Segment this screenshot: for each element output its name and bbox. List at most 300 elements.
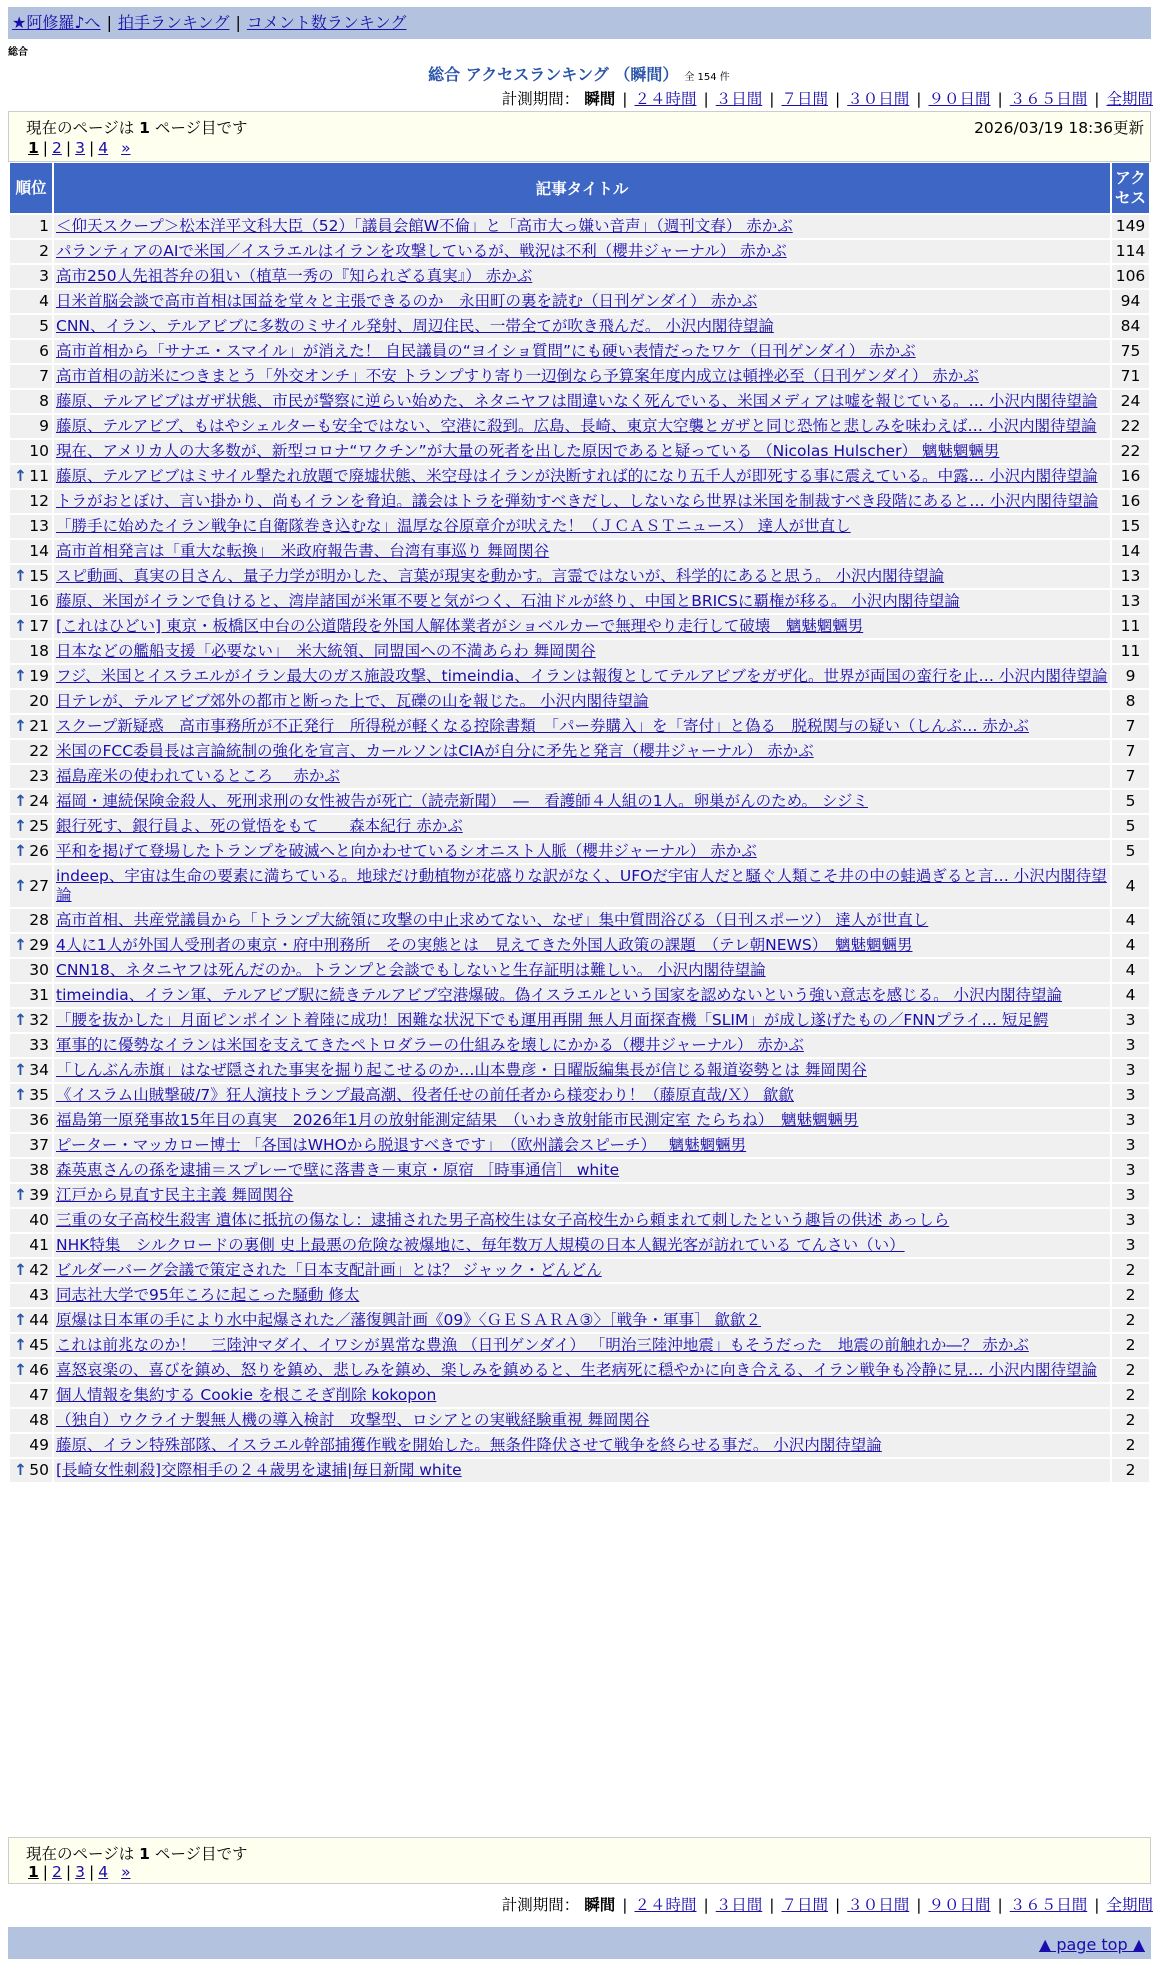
access-count: 11 (1112, 640, 1149, 663)
rank-number: 19 (29, 667, 49, 685)
table-row (10, 540, 1149, 563)
rank-up-arrow-icon: ↑ (14, 717, 27, 735)
period-30d-link[interactable]: ３０日間 (847, 1896, 910, 1914)
rank-up-arrow-icon: ↑ (14, 617, 27, 635)
table-row (10, 290, 1149, 313)
rank-cell (10, 315, 52, 338)
title-cell (54, 765, 1110, 788)
access-count: 4 (1112, 934, 1149, 957)
rank-cell (10, 1234, 52, 1257)
period-365d-link[interactable]: ３６５日間 (1009, 1896, 1088, 1914)
pager-link-4[interactable]: 4 (98, 139, 109, 157)
table-row (10, 265, 1149, 288)
article-link[interactable]: （独自）ウクライナ製無人機の導入検討 攻撃型、ロシアとの実戦経験重視 舞岡関谷 (56, 1411, 650, 1429)
rank-cell (10, 1034, 52, 1057)
access-count: 24 (1112, 390, 1149, 413)
title-cell (54, 934, 1110, 957)
rank-cell (10, 840, 52, 863)
rank-number: 35 (29, 1086, 49, 1104)
table-row (10, 984, 1149, 1007)
article-link[interactable]: 藤原、テルアビブはミサイル撃たれ放題で廃墟状態、米空母はイランが決断すれば的になり五千人が即死する事に震えている。中露… 小沢内閣待望論 (56, 467, 1098, 485)
period-365d-link[interactable]: ３６５日間 (1009, 90, 1088, 108)
access-count: 2 (1112, 1434, 1149, 1457)
table-row (10, 215, 1149, 238)
article-link[interactable]: 高市首相の訪米につきまとう「外交オンチ」不安 トランプすり寄り一辺倒なら予算案年度内成立は頓挫必至（日刊ゲンダイ） 赤かぶ (56, 367, 979, 385)
period-3d-link[interactable]: ３日間 (715, 90, 763, 108)
article-link[interactable]: 高市250人先祖荅弁の狙い（植草一秀の『知られざる真実』） 赤かぶ (56, 267, 533, 285)
access-count: 4 (1112, 984, 1149, 1007)
access-count: 94 (1112, 290, 1149, 313)
rank-cell (10, 984, 52, 1007)
access-count: 4 (1112, 865, 1149, 907)
article-link[interactable]: 銀行死す、銀行員よ、死の覚悟をもて 森本紀行 赤かぶ (56, 817, 463, 835)
table-row (10, 565, 1149, 588)
table-row (10, 415, 1149, 438)
access-count: 2 (1112, 1284, 1149, 1307)
table-row (10, 1009, 1149, 1032)
pager-current: 1 (28, 1863, 39, 1881)
period-current: 瞬間 (584, 1896, 616, 1914)
title-cell (54, 415, 1110, 438)
article-link[interactable]: パランティアのAIで米国／イスラエルはイランを攻撃しているが、戦況は不利（櫻井ジャーナル） 赤かぶ (56, 242, 787, 260)
article-link[interactable]: 個人情報を集約する Cookie を根こそぎ削除 kokopon (56, 1386, 437, 1404)
article-link[interactable]: CNN18、ネタニヤフは死んだのか。トランプと会談でもしないと生存証明は難しい。 小沢内閣待望論 (56, 961, 766, 979)
rank-up-arrow-icon: ↑ (14, 1261, 27, 1279)
article-link[interactable]: これは前兆なのか！ 三陸沖マダイ、イワシが異常な豊漁 （日刊ゲンダイ） 「明治三陸沖地震」もそうだった 地震の前触れか―？ 赤かぶ (56, 1336, 1029, 1354)
title-cell (54, 959, 1110, 982)
access-count: 106 (1112, 265, 1149, 288)
article-link[interactable]: 現在、アメリカ人の大多数が、新型コロナ“ワクチン”が大量の死者を出した原因であると疑っている （Nicolas Hulscher） 魑魅魍魎男 (56, 442, 1000, 460)
rank-number: 47 (29, 1386, 49, 1404)
title-cell (54, 1434, 1110, 1457)
article-link[interactable]: 原爆は日本軍の手により水中起爆された／藩復興計画《09》〈ＧＥＳＡＲＡ③〉［戦争・軍事］ 歙歙２ (56, 1311, 762, 1329)
article-link[interactable]: 軍事的に優勢なイランは米国を支えてきたペトロダラーの仕組みを壊しにかかる（櫻井ジャーナル） 赤かぶ (56, 1036, 804, 1054)
rank-cell (10, 240, 52, 263)
comment-ranking-link[interactable]: コメント数ランキング (246, 13, 407, 32)
table-row (10, 909, 1149, 932)
title-cell (54, 465, 1110, 488)
rank-number: 38 (29, 1161, 49, 1179)
rank-up-arrow-icon: ↑ (14, 467, 27, 485)
table-row (10, 1434, 1149, 1457)
title-cell (54, 909, 1110, 932)
rank-number: 30 (29, 961, 49, 979)
rank-number: 29 (29, 936, 49, 954)
table-row (10, 865, 1149, 907)
article-link[interactable]: 福島第一原発事故15年目の真実 2026年1月の放射能測定結果 （いわき放射能市民測定室 たらちね） 魑魅魍魎男 (56, 1111, 859, 1129)
access-count: 9 (1112, 665, 1149, 688)
period-24h-link[interactable]: ２４時間 (634, 1896, 697, 1914)
title-cell (54, 1334, 1110, 1357)
rank-number: 25 (29, 817, 49, 835)
rank-cell (10, 865, 52, 907)
rank-number: 37 (29, 1136, 49, 1154)
page-info-bottom (8, 1837, 1151, 1884)
rank-number: 9 (39, 417, 49, 435)
title-cell (54, 1259, 1110, 1282)
access-count: 3 (1112, 1234, 1149, 1257)
current-page-text: 現在のページは 1 ページ目です (26, 119, 248, 137)
access-count: 2 (1112, 1384, 1149, 1407)
rank-number: 14 (29, 542, 49, 560)
table-row (10, 1259, 1149, 1282)
period-24h-link[interactable]: ２４時間 (634, 90, 697, 108)
article-link[interactable]: スクープ新疑惑 高市事務所が不正発行 所得税が軽くなる控除書類 「パー券購入」を「寄付」と偽る 脱税関与の疑い（しんぶ… 赤かぶ (56, 717, 1029, 735)
rank-cell (10, 265, 52, 288)
rank-cell (10, 365, 52, 388)
access-count: 3 (1112, 1084, 1149, 1107)
rank-number: 17 (29, 617, 49, 635)
nav-separator: | (106, 13, 112, 32)
period-label: 計測期間： (501, 90, 580, 108)
article-link[interactable]: timeindia、イラン軍、テルアビブ駅に続きテルアビブ空港爆破。偽イスラエルという国家を認めないという強い意志を感じる。 小沢内閣待望論 (56, 986, 1063, 1004)
period-all-link[interactable]: 全期間 (1106, 1896, 1153, 1914)
pager-link-3[interactable]: 3 (75, 139, 86, 157)
title-cell (54, 1209, 1110, 1232)
title-cell (54, 240, 1110, 263)
rank-cell (10, 540, 52, 563)
rank-number: 18 (29, 642, 49, 660)
rank-cell (10, 740, 52, 763)
rank-number: 8 (39, 392, 49, 410)
title-cell (54, 515, 1110, 538)
article-link[interactable]: 高市首相、共産党議員から「トランプ大統領に攻撃の中止求めてない、なぜ」集中質問浴びる（日刊スポーツ） 達人が世直し (56, 911, 929, 929)
table-row (10, 1184, 1149, 1207)
rank-number: 43 (29, 1286, 49, 1304)
rank-cell (10, 790, 52, 813)
table-row (10, 790, 1149, 813)
article-link[interactable]: 藤原、テルアビブ、もはやシェルターも安全ではない、空港に殺到。広島、長崎、東京大空襲とガザと同じ恐怖と悲しみを味わえば… 小沢内閣待望論 (56, 417, 1097, 435)
article-link[interactable]: 平和を掲げて登場したトランプを破滅へと向かわせているシオニスト人脈（櫻井ジャーナル） 赤かぶ (56, 842, 757, 860)
period-90d-link[interactable]: ９０日間 (928, 90, 991, 108)
rank-number: 10 (29, 442, 49, 460)
access-count: 2 (1112, 1359, 1149, 1382)
period-selector-top: 計測期間： 瞬間 | ２４時間 | ３日間 | ７日間 | ３０日間 | ９０日間 | ３６５日間 | 全期間 (501, 90, 1153, 108)
rank-cell (10, 1134, 52, 1157)
article-link[interactable]: 日テレが、テルアビブ郊外の都市と断った上で、瓦礫の山を報じた。 小沢内閣待望論 (56, 692, 649, 710)
title-cell (54, 1309, 1110, 1332)
rank-cell (10, 1359, 52, 1382)
rank-number: 34 (29, 1061, 49, 1079)
rank-cell (10, 815, 52, 838)
rank-number: 22 (29, 742, 49, 760)
title-cell (54, 565, 1110, 588)
article-link[interactable]: フジ、米国とイスラエルがイラン最大のガス施設攻撃、timeindia、イランは報復としてテルアビブをガザ化。世界が両国の蛮行を止… 小沢内閣待望論 (56, 667, 1108, 685)
title-cell (54, 1459, 1110, 1482)
rank-cell (10, 440, 52, 463)
rank-cell (10, 1384, 52, 1407)
pager-next[interactable]: » (121, 139, 131, 157)
rank-number: 27 (29, 876, 49, 895)
article-link[interactable]: 《イスラム山賊撃破/7》狂人演技トランプ最高潮、役者任せの前任者から様変わり！（藤原直哉/Ｘ） 歙歙 (56, 1086, 794, 1104)
table-row (10, 815, 1149, 838)
article-link[interactable]: [長崎女性刺殺]交際相手の２４歳男を逮捕|毎日新聞 white (56, 1461, 462, 1479)
access-count: 22 (1112, 440, 1149, 463)
rank-number: 12 (29, 492, 49, 510)
rank-cell (10, 1159, 52, 1182)
article-link[interactable]: CNN、イラン、テルアビブに多数のミサイル発射、周辺住民、一帯全てが吹き飛んだ。 小沢内閣待望論 (56, 317, 774, 335)
rank-number: 13 (29, 517, 49, 535)
article-link[interactable]: 「勝手に始めたイラン戦争に自衛隊巻き込むな」温厚な谷原章介が吠えた！（ＪＣＡＳＴニュース） 達人が世直し (56, 517, 851, 535)
access-count: 149 (1112, 215, 1149, 238)
rank-cell (10, 1284, 52, 1307)
title-cell (54, 365, 1110, 388)
article-link[interactable]: 藤原、イラン特殊部隊、イスラエル幹部捕獲作戦を開始した。無条件降伏させて戦争を終らせる事だ。 小沢内閣待望論 (56, 1436, 882, 1454)
title-cell (54, 1109, 1110, 1132)
title-cell (54, 265, 1110, 288)
table-row (10, 1359, 1149, 1382)
rank-number: 28 (29, 911, 49, 929)
rank-cell (10, 1334, 52, 1357)
access-count: 71 (1112, 365, 1149, 388)
home-link[interactable]: ★阿修羅♪へ (12, 13, 101, 32)
rank-number: 24 (29, 792, 49, 810)
rank-number: 46 (29, 1361, 49, 1379)
title-cell (54, 984, 1110, 1007)
rank-cell (10, 1309, 52, 1332)
title-text: 総合 アクセスランキング （瞬間） (428, 65, 679, 84)
period-90d-link[interactable]: ９０日間 (928, 1896, 991, 1914)
access-count: 3 (1112, 1109, 1149, 1132)
table-row (10, 1384, 1149, 1407)
rank-number: 50 (29, 1461, 49, 1479)
rank-number: 5 (39, 317, 49, 335)
title-cell (54, 865, 1110, 907)
page-top-link[interactable]: ▲ page top ▲ (1038, 1935, 1145, 1954)
article-link[interactable]: 福島産米の使われているところ 赤かぶ (56, 767, 340, 785)
access-count: 11 (1112, 615, 1149, 638)
title-cell (54, 440, 1110, 463)
article-link[interactable]: 日米首脳会談で高市首相は国益を堂々と主張できるのか 永田町の裏を読む（日刊ゲンダイ） 赤かぶ (56, 292, 758, 310)
rank-cell (10, 215, 52, 238)
access-count: 2 (1112, 1309, 1149, 1332)
table-row (10, 665, 1149, 688)
title-cell (54, 290, 1110, 313)
rank-cell (10, 715, 52, 738)
updated-timestamp: 2026/03/19 18:36更新 (974, 119, 1144, 137)
article-link[interactable]: 藤原、米国がイランで負けると、湾岸諸国が米軍不要と気がつく、石油ドルが終り、中国とBRICSに覇権が移る。 小沢内閣待望論 (56, 592, 960, 610)
article-link[interactable]: 喜怒哀楽の、喜びを鎮め、怒りを鎮め、悲しみを鎮め、楽しみを鎮めると、生老病死に穏やかに向き合える、イラン戦争も冷静に見… 小沢内閣待望論 (56, 1361, 1097, 1379)
rank-number: 23 (29, 767, 49, 785)
title-cell (54, 615, 1110, 638)
period-all-link[interactable]: 全期間 (1106, 90, 1153, 108)
title-cell (54, 540, 1110, 563)
pager-link-2[interactable]: 2 (52, 1863, 62, 1881)
article-link[interactable]: 高市首相発言は「重大な転換」 米政府報告書、台湾有事巡り 舞岡関谷 (56, 542, 550, 560)
rank-number: 41 (29, 1236, 49, 1254)
article-link[interactable]: 同志社大学で95年ころに起こった騒動 修太 (56, 1286, 360, 1304)
rank-number: 3 (39, 267, 49, 285)
access-count: 75 (1112, 340, 1149, 363)
article-link[interactable]: ビルダーバーグ会議で策定された「日本支配計画」とは？ ジャック・どんどん (56, 1261, 602, 1279)
rank-cell (10, 1409, 52, 1432)
pager-current: 1 (28, 139, 39, 157)
rank-number: 6 (39, 342, 49, 360)
title-cell (54, 1184, 1110, 1207)
period-3d-link[interactable]: ３日間 (715, 1896, 763, 1914)
title-cell (54, 315, 1110, 338)
pager-bottom: 1 | 2 | 3 | 4 » (28, 1863, 131, 1881)
pager-next[interactable]: » (121, 1863, 131, 1881)
rank-cell (10, 1459, 52, 1482)
table-row (10, 590, 1149, 613)
article-link[interactable]: [これはひどい] 東京・板橋区中台の公道階段を外国人解体業者がショベルカーで無理やり走行して破壊 魑魅魍魎男 (56, 617, 864, 635)
table-row (10, 1059, 1149, 1082)
clap-ranking-link[interactable]: 拍手ランキング (117, 13, 230, 32)
access-count: 13 (1112, 565, 1149, 588)
article-link[interactable]: 藤原、テルアビブはガザ状態、市民が警察に逆らい始めた、ネタニヤフは間違いなく死んでいる、米国メディアは嘘を報じている。… 小沢内閣待望論 (56, 392, 1098, 410)
period-7d-link[interactable]: ７日間 (781, 90, 828, 108)
rank-cell (10, 690, 52, 713)
article-link[interactable]: 福岡・連続保険金殺人、死刑求刑の女性被告が死亡（読売新聞） ― 看護師４人組の1人。卵巣がんのため。 シジミ (56, 792, 869, 810)
rank-number: 2 (39, 242, 49, 260)
article-link[interactable]: トラがおとぼけ、言い掛かり、尚もイランを脅迫。議会はトラを弾劾すべきだし、しないなら世界は米国を制裁すべき段階にあると… 小沢内閣待望論 (56, 492, 1099, 510)
title-cell (54, 690, 1110, 713)
rank-number: 39 (29, 1186, 49, 1204)
ranking-rows (10, 215, 1149, 1482)
rank-cell (10, 1209, 52, 1232)
table-row (10, 690, 1149, 713)
table-row (10, 840, 1149, 863)
rank-number: 32 (29, 1011, 49, 1029)
access-count: 3 (1112, 1159, 1149, 1182)
table-row (10, 615, 1149, 638)
title-cell (54, 790, 1110, 813)
table-row (10, 1409, 1149, 1432)
rank-up-arrow-icon: ↑ (14, 817, 27, 835)
rank-up-arrow-icon: ↑ (14, 1086, 27, 1104)
article-link[interactable]: 4人に1人が外国人受刑者の東京・府中刑務所 その実態とは 見えてきた外国人政策の課題 （テレ朝NEWS） 魑魅魍魎男 (56, 936, 913, 954)
rank-number: 49 (29, 1436, 49, 1454)
article-link[interactable]: 高市首相から「サナエ・スマイル」が消えた！ 自民議員の“ヨイショ質問”にも硬い表情だったワケ（日刊ゲンダイ） 赤かぶ (56, 342, 916, 360)
footer-bar (8, 1927, 1151, 1959)
category-tag: 総合 (8, 47, 28, 58)
period-current: 瞬間 (584, 90, 616, 108)
access-count: 84 (1112, 315, 1149, 338)
rank-cell (10, 934, 52, 957)
table-row (10, 1209, 1149, 1232)
rank-cell (10, 665, 52, 688)
rank-cell (10, 590, 52, 613)
rank-number: 15 (29, 567, 49, 585)
pager-link-2[interactable]: 2 (52, 139, 62, 157)
title-cell (54, 840, 1110, 863)
article-link[interactable]: 日本などの艦船支援「必要ない」 米大統領、同盟国への不満あらわ 舞岡関谷 (56, 642, 596, 660)
access-count: 16 (1112, 465, 1149, 488)
rank-up-arrow-icon: ↑ (14, 876, 27, 895)
rank-number: 33 (29, 1036, 49, 1054)
rank-number: 44 (29, 1311, 49, 1329)
article-link[interactable]: ＜仰天スクープ＞松本洋平文科大臣（52）「議員会館W不倫」と「高市大っ嫌い音声」（週刊文春） 赤かぶ (56, 217, 793, 235)
rank-cell (10, 1084, 52, 1107)
rank-number: 4 (39, 292, 49, 310)
rank-up-arrow-icon: ↑ (14, 792, 27, 810)
title-cell (54, 1009, 1110, 1032)
title-cell (54, 815, 1110, 838)
table-row (10, 1034, 1149, 1057)
ranking-table (8, 161, 1151, 1484)
article-link[interactable]: 江戸から見直す民主主義 舞岡関谷 (56, 1186, 294, 1204)
access-count: 2 (1112, 1409, 1149, 1432)
title-cell (54, 665, 1110, 688)
table-row (10, 315, 1149, 338)
item-count: 全 154 件 (684, 72, 730, 83)
rank-number: 21 (29, 717, 49, 735)
period-7d-link[interactable]: ７日間 (781, 1896, 828, 1914)
article-link[interactable]: 「腰を抜かした」月面ピンポイント着陸に成功！困難な状況下でも運用再開 無人月面探査機「SLIM」が成し遂げたもの／FNNプライ… 短足鰐 (56, 1011, 1049, 1029)
pager-link-3[interactable]: 3 (75, 1863, 86, 1881)
table-row (10, 1134, 1149, 1157)
title-cell (54, 340, 1110, 363)
rank-cell (10, 390, 52, 413)
current-page-text: 現在のページは 1 ページ目です (26, 1845, 248, 1863)
top-navigation (8, 7, 1151, 39)
title-cell (54, 1284, 1110, 1307)
rank-cell (10, 1109, 52, 1132)
table-row (10, 715, 1149, 738)
access-count: 2 (1112, 1334, 1149, 1357)
rank-up-arrow-icon: ↑ (14, 1336, 27, 1354)
article-link[interactable]: 三重の女子高校生殺害 遺体に抵抗の傷なし：逮捕された男子高校生は女子高校生から頼まれて刺したという趣旨の供述 あっしら (56, 1211, 950, 1229)
rank-number: 16 (29, 592, 49, 610)
rank-cell (10, 465, 52, 488)
title-cell (54, 1059, 1110, 1082)
article-link[interactable]: ピーター・マッカロー博士 「各国はWHOから脱退すべきです」 （欧州議会スピーチ） 魑魅魍魎男 (56, 1136, 747, 1154)
title-cell (54, 590, 1110, 613)
article-link[interactable]: 森英恵さんの孫を逮捕＝スプレーで壁に落書き－東京・原宿 ［時事通信］ white (56, 1161, 620, 1179)
rank-cell (10, 490, 52, 513)
rank-number: 40 (29, 1211, 49, 1229)
access-count: 16 (1112, 490, 1149, 513)
title-cell (54, 1409, 1110, 1432)
rank-number: 48 (29, 1411, 49, 1429)
rank-cell (10, 1184, 52, 1207)
rank-cell (10, 290, 52, 313)
table-row (10, 390, 1149, 413)
header-title: 記事タイトル (54, 163, 1110, 213)
table-row (10, 934, 1149, 957)
article-link[interactable]: NHK特集 シルクロードの裏側 史上最悪の危険な被爆地に、毎年数万人規模の日本人観光客が訪れている てんさい（い） (56, 1236, 905, 1254)
article-link[interactable]: 「しんぶん赤旗」はなぜ隠された事実を掘り起こせるのか…山本豊彦・日曜版編集長が信じる報道姿勢とは 舞岡関谷 (56, 1061, 867, 1079)
table-row (10, 465, 1149, 488)
rank-number: 31 (29, 986, 49, 1004)
access-count: 3 (1112, 1134, 1149, 1157)
period-30d-link[interactable]: ３０日間 (847, 90, 910, 108)
rank-number: 1 (39, 217, 49, 235)
rank-number: 11 (29, 467, 49, 485)
title-cell (54, 490, 1110, 513)
title-cell (54, 1134, 1110, 1157)
pager-top: 1 | 2 | 3 | 4 » (28, 139, 131, 157)
access-count: 14 (1112, 540, 1149, 563)
period-label: 計測期間： (501, 1896, 580, 1914)
rank-up-arrow-icon: ↑ (14, 1311, 27, 1329)
rank-number: 26 (29, 842, 49, 860)
access-count: 5 (1112, 840, 1149, 863)
table-row (10, 490, 1149, 513)
article-link[interactable]: 米国のFCC委員長は言論統制の強化を宣言、カールソンはCIAが自分に矛先と発言（櫻井ジャーナル） 赤かぶ (56, 742, 814, 760)
title-cell (54, 1359, 1110, 1382)
table-row (10, 1309, 1149, 1332)
access-count: 4 (1112, 959, 1149, 982)
rank-up-arrow-icon: ↑ (14, 1061, 27, 1079)
article-link[interactable]: スピ動画、真実の目さん、量子力学が明かした、言葉が現実を動かす。言霊ではないが、科学的にあると思う。 小沢内閣待望論 (56, 567, 945, 585)
access-count: 15 (1112, 515, 1149, 538)
article-link[interactable]: indeep、宇宙は生命の要素に満ちている。地球だけ動植物が花盛りな訳がなく、UFOだ宇宙人だと騒ぐ人類こそ井の中の蛙過ぎると言… 小沢内閣待望論 (56, 867, 1107, 904)
header-rank: 順位 (10, 163, 52, 213)
title-cell (54, 390, 1110, 413)
pager-link-4[interactable]: 4 (98, 1863, 109, 1881)
